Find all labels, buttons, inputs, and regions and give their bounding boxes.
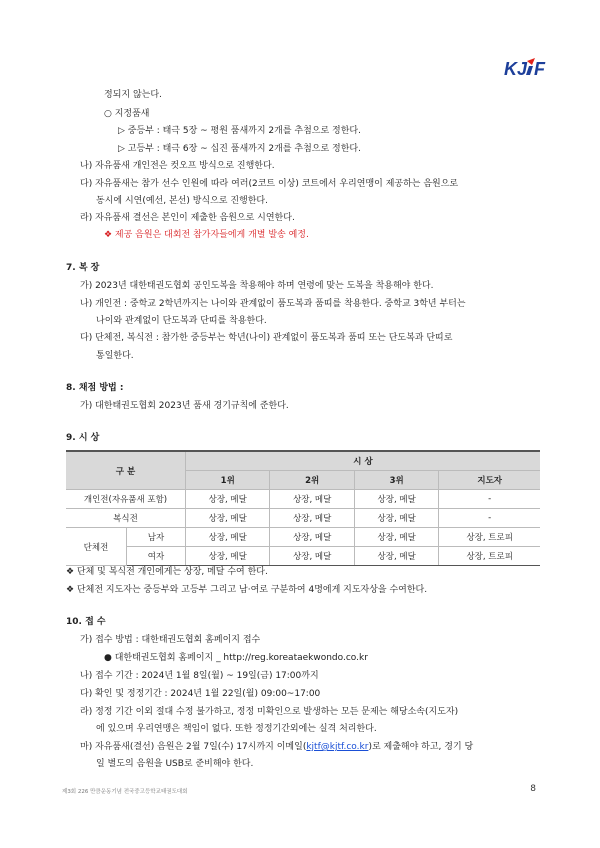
table-cell: 상장, 메달	[186, 528, 270, 547]
high-school-rule: ▷ 고등부 : 태극 6장 ~ 십진 품새까지 2개를 추첨으로 정한다.	[118, 144, 361, 154]
correction-rule-cont: 에 있으며 우리연맹은 책임이 없다. 또한 정정기간외에는 실격 처리한다.	[96, 724, 377, 734]
section-9-title: 9. 시 상	[66, 433, 100, 443]
kjtf-logo	[502, 56, 552, 78]
footer-text: 제3회 226 만큼운동기념 전국중고등학교태권도대회	[62, 789, 188, 795]
table-row	[66, 509, 540, 528]
correction-period: 다) 확인 및 정정기간 : 2024년 1월 22일(월) 09:00~17:00	[80, 689, 321, 699]
table-row	[66, 490, 540, 509]
table-cell: 상장, 메달	[270, 528, 354, 547]
freestyle-final-rule: 라) 자유품새 결선은 본인이 제출한 음원으로 시연한다.	[80, 213, 295, 223]
section-8-title: 8. 채점 방법 :	[66, 383, 124, 393]
table-row	[66, 547, 540, 566]
table-cell: 상장, 메달	[186, 490, 270, 509]
header-category: 구 분	[66, 451, 186, 490]
freestyle-court-rule-cont: 동시에 시연(예선, 본선) 방식으로 진행한다.	[96, 196, 268, 206]
award-table	[66, 450, 540, 566]
table-cell: 상장, 메달	[270, 547, 354, 566]
award-note-1: ❖ 단체 및 복식전 개인에게는 상장, 메달 수여 한다.	[66, 567, 268, 577]
email-link[interactable]: kjtf@kjtf.co.kr	[306, 742, 369, 752]
row-group-label: 단체전	[66, 528, 127, 566]
uniform-rule-a: 가) 2023년 대한태권도협회 공인도복을 착용해야 하며 연령에 맞는 도복을 착용해야 한다.	[80, 281, 434, 291]
row-label: 여자	[127, 547, 186, 566]
correction-rule: 라) 정정 기간 이외 절대 수정 불가하고, 정정 미확인으로 발생하는 모든 문제는 해당소속(지도자)	[80, 707, 459, 717]
registration-period: 나) 접수 기간 : 2024년 1월 8일(월) ~ 19일(금) 17:00까지	[80, 671, 319, 681]
header-col-3: 3위	[354, 471, 438, 490]
music-notice: ❖ 제공 음원은 대회전 참가자들에게 개별 발송 예정.	[104, 230, 309, 240]
continuation-text: 정되지 않는다.	[104, 90, 162, 100]
row-label: 남자	[127, 528, 186, 547]
award-note-2: ❖ 단체전 지도자는 중등부와 고등부 그리고 남·여로 구분하여 4명에게 지도자상을 수여한다.	[66, 585, 428, 595]
middle-school-rule: ▷ 중등부 : 태극 5장 ~ 평원 품새까지 2개를 추첨으로 정한다.	[118, 126, 361, 136]
svg-text:F: F	[534, 59, 545, 78]
freestyle-cutoff-rule: 나) 자유품새 개인전은 컷오프 방식으로 진행한다.	[80, 161, 275, 171]
uniform-rule-b: 나) 개인전 : 중학교 2학년까지는 나이와 관계없이 품도복과 품띠를 착용한다. 중학교 3학년 부터는	[80, 299, 466, 309]
header-col-2: 2위	[270, 471, 354, 490]
table-cell: 상장, 메달	[354, 547, 438, 566]
freestyle-court-rule: 다) 자유품새는 참가 선수 인원에 따라 여러(2코트 이상) 코트에서 우리연맹이 제공하는 음원으로	[80, 179, 459, 189]
table-cell: 상장, 트로피	[439, 528, 540, 547]
uniform-rule-b-cont: 나이와 관계없이 단도복과 단띠를 착용한다.	[96, 316, 267, 326]
row-label: 개인전(자유품새 포함)	[66, 490, 186, 509]
registration-method: 가) 접수 방법 : 대한태권도협회 홈페이지 접수	[80, 635, 261, 645]
table-cell: 상장, 메달	[270, 509, 354, 528]
table-cell: -	[439, 490, 540, 509]
music-submission-text: 마) 자유품새(결선) 음원은 2월 7일(수) 17시까지 이메일(	[80, 742, 307, 752]
table-cell: 상장, 메달	[354, 490, 438, 509]
designated-poomsae-heading: ○ 지정품새	[104, 109, 150, 119]
svg-text:KJ: KJ	[504, 59, 528, 78]
header-col-4: 지도자	[439, 471, 540, 490]
table-cell: 상장, 메달	[354, 528, 438, 547]
music-submission-rule	[80, 741, 473, 753]
table-cell: 상장, 메달	[354, 509, 438, 528]
page-number: 8	[530, 784, 536, 794]
table-cell: 상장, 메달	[186, 509, 270, 528]
section-10-title: 10. 접 수	[66, 617, 106, 627]
table-cell: -	[439, 509, 540, 528]
uniform-rule-c-cont: 통일한다.	[96, 351, 134, 361]
row-label: 복식전	[66, 509, 186, 528]
music-submission-rule-cont: 일 별도의 음원을 USB로 준비해야 한다.	[96, 759, 254, 769]
table-cell: 상장, 메달	[270, 490, 354, 509]
table-row	[66, 528, 540, 547]
scoring-rule: 가) 대한태권도협회 2023년 품새 경기규칙에 준한다.	[80, 401, 289, 411]
registration-url[interactable]: ● 대한태권도협회 홈페이지 _ http://reg.koreataekwondo.co.kr	[104, 653, 368, 663]
header-col-1: 1위	[186, 471, 270, 490]
music-submission-text-end: )로 제출해야 하고, 경기 당	[368, 742, 474, 752]
section-7-title: 7. 복 장	[66, 263, 100, 273]
uniform-rule-c: 다) 단체전, 복식전 : 참가한 중등부는 학년(나이) 관계없이 품도복과 품띠 또는 단도복과 단띠로	[80, 333, 453, 343]
table-cell: 상장, 트로피	[439, 547, 540, 566]
table-cell: 상장, 메달	[186, 547, 270, 566]
header-award: 시 상	[186, 451, 541, 471]
